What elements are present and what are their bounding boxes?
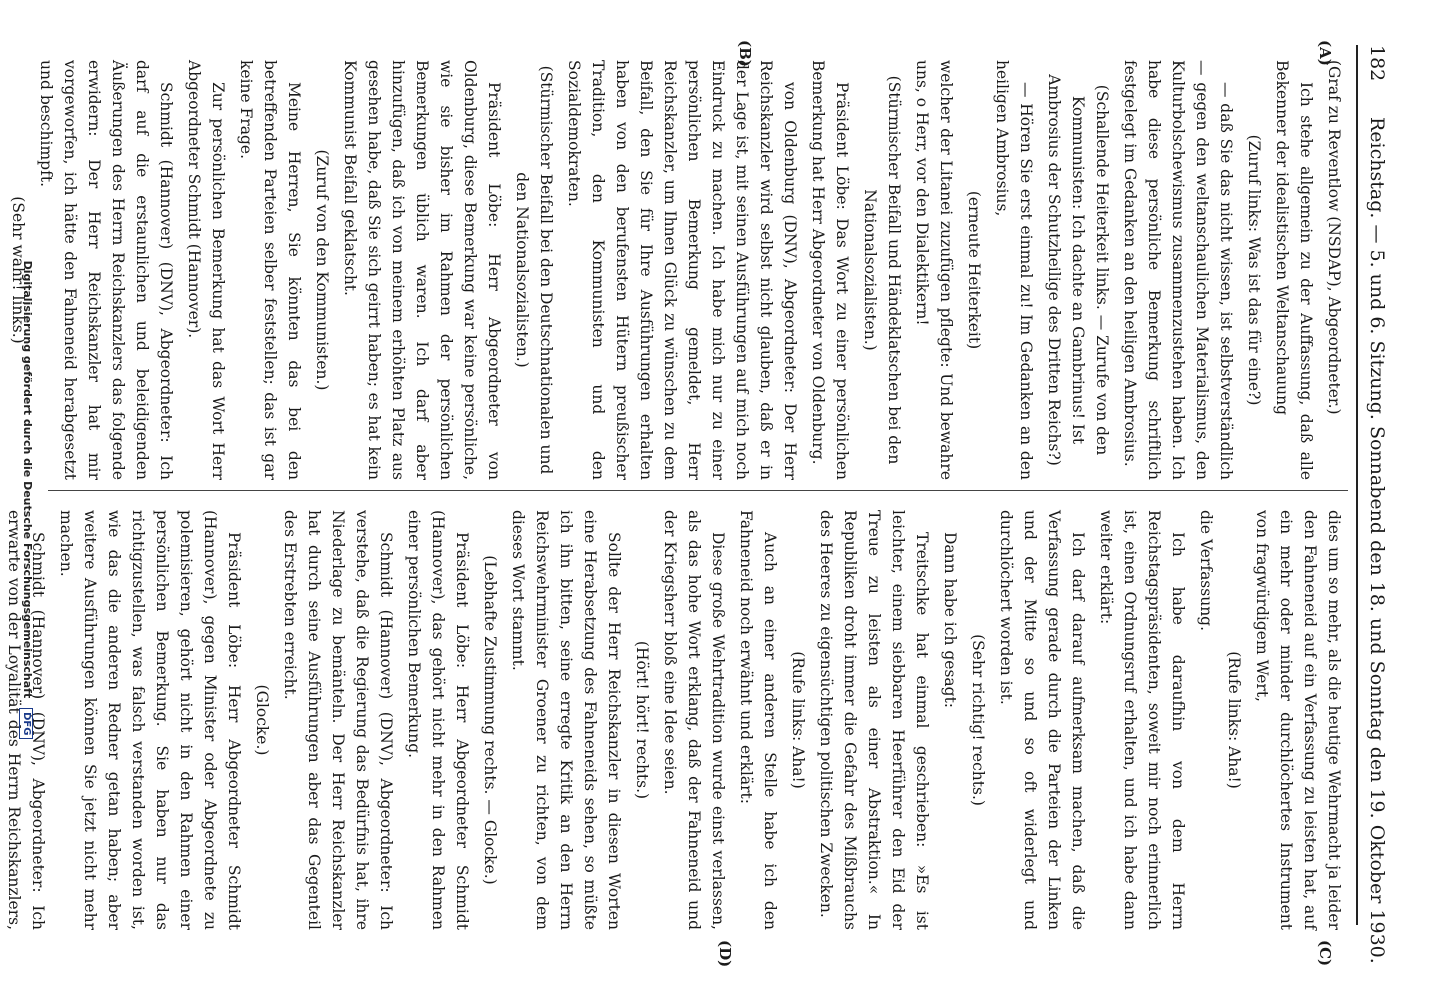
margin-mark-d: (D) <box>716 940 734 968</box>
margin-mark-c: (C) <box>1316 940 1334 967</box>
paragraph: Diese große Wehrtradition wurde einst verlassen, als das hohe Wort erklang, daß der Fahneneid und der Kriegsherr bloß eine Idee seien. <box>661 510 727 930</box>
paragraph: Sollte der Herr Reichskanzler in diesen Worten eine Herabsetzung des Fahneneids sehen, so müßte ich ihn bitten, seine erregte Kritik an den Herrn Reichswehrminister Groener zu richten, von dem dieses Wort stammt. <box>509 510 623 930</box>
paragraph: dies um so mehr, als die heutige Wehrmacht ja leider den Fahneneid auf ein Verfassung zu leisten hat, auf ein mehr oder minder durchlöchertes Instrument von fragwürdigem Wert, <box>1253 510 1343 930</box>
page-number: 182 <box>1366 45 1388 82</box>
paragraph: Ich darf darauf aufmerksam machen, daß die Verfassung gerade durch die Parteien der Linken und der Mitte so und so oft widerlegt und durchlöchert worden ist. <box>997 510 1087 930</box>
paragraph <box>0 60 2 480</box>
digitization-credit <box>19 0 34 1000</box>
paragraph: von Oldenburg (DNV), Abgeordneter: Der Herr Reichskanzler wird selbst nicht glauben, daß er in der Lage ist, mit seinen Ausführungen auf mich noch Eindruck zu machen. Ich habe mich nur zu einer persönlichen Bemerkung gemeldet, Herr Reichskanzler, um Ihnen Glück zu wünschen zu dem Beifall, den Sie für Ihre Ausführungen erhalten haben von den berufensten Hütern preußischer Tradition, den Kommunisten und den Sozialdemokraten. <box>565 60 799 480</box>
page-header <box>1362 45 1392 964</box>
paragraph: Schmidt (Hannover) (DNV), Abgeordneter: Ich verstehe, daß die Regierung das Bedürfnis hat, ihre Niederlage zu bemänteln. Der Herr Reichskanzler hat durch seine Ausführungen aber das Gegenteil des Erstrebten erreicht. <box>281 510 395 930</box>
interjection: (Rufe links: Aha!) <box>1225 651 1243 789</box>
speaker-line: (Graf zu Reventlow (NSDAP), Abgeordneter.) <box>1325 60 1343 415</box>
paragraph: Treitschke hat einmal geschrieben: »Es ist leichter, einem siebbaren Heerführer den Eid der Treue zu leisten als einer Abstraktion.« In Republiken droht immer die Gefahr des Mißbrauchs des Heeres zu eigensüchtigen politischen Zwecken. <box>817 510 931 930</box>
paragraph: Dann habe ich gesagt: <box>941 532 959 709</box>
interjection: (Sehr richtig! rechts.) <box>969 634 987 806</box>
paragraph: Schmidt (Hannover) (DNV), Abgeordneter: Ich darf auf die erstaunlichen und beleidigenden Äußerungen des Herrn Reichskanzlers das folgende erwidern: Der Herr Reichskanzler hat mir vorgeworfen, ich hätte den Fahneneid herabgesetzt und beschimpft. <box>37 60 175 480</box>
paragraph: Schmidt (Hannover) (DNV), Abgeordneter: Ich erwarte von der Loyalität des Herrn Reichskanzlers, <box>5 510 47 930</box>
header-rule <box>1356 45 1358 925</box>
interjection: (Schallende Heiterkeit links. — Zurufe von den Kommunisten: Ich dachte an Gambrinus! Ist Ambrosius der Schutzheilige des Dritten Reichs?) <box>1045 74 1111 466</box>
interjection: (Zuruf links: Was ist das für eine?) <box>1245 134 1263 406</box>
interjection: (Hört! hört! rechts.) <box>633 640 651 800</box>
paragraph: — Hören Sie erst einmal zu! Im Gedanken an den heiligen Ambrosius, <box>993 60 1035 480</box>
header-title: Reichstag. — 5. und 6. Sitzung. Sonnabend den 18. und Sonntag den 19. Oktober 1930. <box>1366 117 1388 964</box>
paragraph: Zur persönlichen Bemerkung hat das Wort Herr Abgeordneter Schmidt (Hannover). <box>185 60 227 480</box>
interjection: (Lebhafte Zustimmung rechts. — Glocke.) <box>481 555 499 885</box>
paragraph: Präsident Löbe: Herr Abgeordneter Schmidt (Hannover), gegen Minister oder Abgeordnete zu polemisieren, gehört nicht in den Rahmen einer persönlichen Bemerkung. Sie haben nur das richtigzustellen, was falsch verstanden worden ist, wie das die anderen Redner getan haben; aber weitere Ausführungen können Sie jetzt nicht mehr machen. <box>57 510 243 930</box>
paragraph: Präsident Löbe: Das Wort zu einer persönlichen Bemerkung hat Herr Abgeordneter von Oldenburg. <box>809 60 851 480</box>
paragraph: Ich stehe allgemein zu der Auffassung, daß alle Bekenner der idealistischen Weltanschauung <box>1273 60 1315 480</box>
paragraph: — daß Sie das nicht wissen, ist selbstverständlich — gegen den weltanschaulichen Materialismus, den Kulturbolschewismus zusammenzustehen haben. Ich habe diese persönliche Bemerkung schriftlich festgelegt im Gedanken an den heiligen Ambrosius. <box>1121 60 1235 480</box>
paragraph: Auch an einer anderen Stelle habe ich den Fahneneid noch erwähnt und erklärt: <box>737 510 779 930</box>
paragraph: welcher der Litanei zuzufügen pflegte: Und bewahre uns, o Herr, vor den Dialektikern! <box>913 60 955 480</box>
margin-mark-b: (B) <box>736 40 754 67</box>
margin-mark-a: (A) <box>1316 40 1334 66</box>
interjection: (Glocke.) <box>253 684 271 756</box>
interjection: (Rufe links: Aha!) <box>789 651 807 789</box>
right-column <box>0 510 1346 930</box>
paragraph: Präsident Löbe: Herr Abgeordneter von Oldenburg, diese Bemerkung war keine persönliche, wie sie bisher im Rahmen der persönlichen Bemerkungen üblich waren. Ich darf aber hinzufügen, daß ich von meinem erhöhten Platz aus gesehen habe, daß Sie sich geirrt haben; es hat kein Kommunist Beifall geklatscht. <box>341 60 503 480</box>
column-separator <box>48 490 1348 491</box>
left-column <box>0 60 1346 480</box>
paragraph: die Verfassung. <box>1197 510 1215 632</box>
paragraph: Präsident Löbe: Herr Abgeordneter Schmidt (Hannover), das gehört nicht mehr in den Rahmen einer persönlichen Bemerkung. <box>405 510 471 930</box>
paragraph: Ich habe daraufhin von dem Herrn Reichstagspräsidenten, soweit mir noch erinnerlich ist, einen Ordnungsruf erhalten, und ich habe dann weiter erklärt: <box>1097 510 1187 930</box>
interjection: (erneute Heiterkeit) <box>965 190 983 350</box>
credit-text: Digitalisierung gefördert durch die Deutsche Forschungsgemeinschaft <box>21 260 34 699</box>
paragraph: Meine Herren, Sie könnten das bei den betreffenden Parteien selber feststellen; das ist gar keine Frage. <box>237 60 303 480</box>
interjection: (Stürmischer Beifall und Händeklatschen bei den Nationalsozialisten.) <box>861 75 903 465</box>
dfg-logo-icon: DFG <box>19 708 33 739</box>
interjection: (Sehr wahr! links.) <box>9 196 27 344</box>
interjection: (Stürmischer Beifall bei den Deutschnationalen und den Nationalsozialisten.) <box>513 65 555 475</box>
interjection: (Zuruf von den Kommunisten.) <box>313 149 331 391</box>
